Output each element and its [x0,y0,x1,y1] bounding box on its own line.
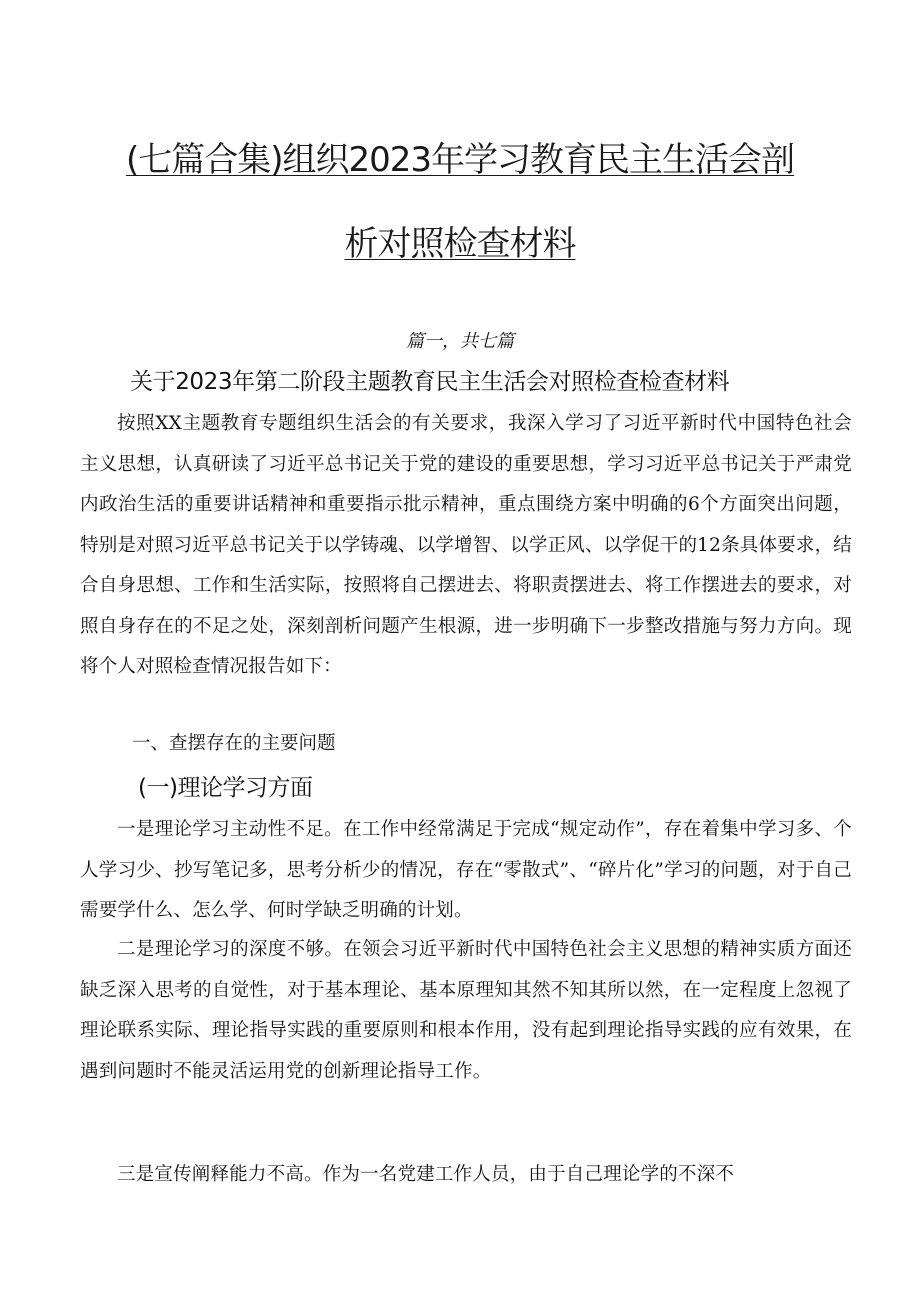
paragraph-point-3: 三是宣传阐释能力不高。作为一名党建工作人员，由于自己理论学的不深不 [117,1164,735,1185]
document-title-line-2: 析对照检查材料 [344,224,576,264]
paragraph-point-1: 一是理论学习主动性不足。在工作中经常满足于完成“规定动作”，存在着集中学习多、个人学习少、抄写笔记多，思考分析少的情况，存在“零散式”、“碎片化”学习的问题，对于自己需要学什么、怎么学、何时学缺乏明确的计划。 [80,819,852,921]
heading-theory-study: (一)理论学习方面 [138,775,313,801]
heading-main-problems: 一、查摆存在的主要问题 [132,733,336,754]
document-title-line-1: (七篇合集)组织2023年学习教育民主生活会剖 [125,140,795,180]
part-label: 篇一，共七篇 [406,331,514,352]
paragraph-intro: 按照XX主题教育专题组织生活会的有关要求，我深入学习了习近平新时代中国特色社会主义思想，认真研读了习近平总书记关于党的建设的重要思想，学习习近平总书记关于严肃党内政治生活的重要讲话精神和重要指示批示精神，重点围绕方案中明确的6个方面突出问题，特别是对照习近平总书记关于以学铸魂、以学增智、以学正风、以学促干的12条具体要求，结合自身思想、工作和生活实际，按照将自己摆进去、将职责摆进去、将工作摆进去的要求，对照自身存在的不足之处，深刻剖析问题产生根源，进一步明确下一步整改措施与努力方向。现将个人对照检查情况报告如下： [80,413,852,677]
section-subtitle: 关于2023年第二阶段主题教育民主生活会对照检查检查材料 [130,369,730,395]
paragraph-point-2: 二是理论学习的深度不够。在领会习近平新时代中国特色社会主义思想的精神实质方面还缺乏深入思考的自觉性，对于基本理论、基本原理知其然不知其所以然，在一定程度上忽视了理论联系实际、理论指导实践的重要原则和根本作用，没有起到理论指导实践的应有效果，在遇到问题时不能灵活运用党的创新理论指导工作。 [80,939,852,1082]
